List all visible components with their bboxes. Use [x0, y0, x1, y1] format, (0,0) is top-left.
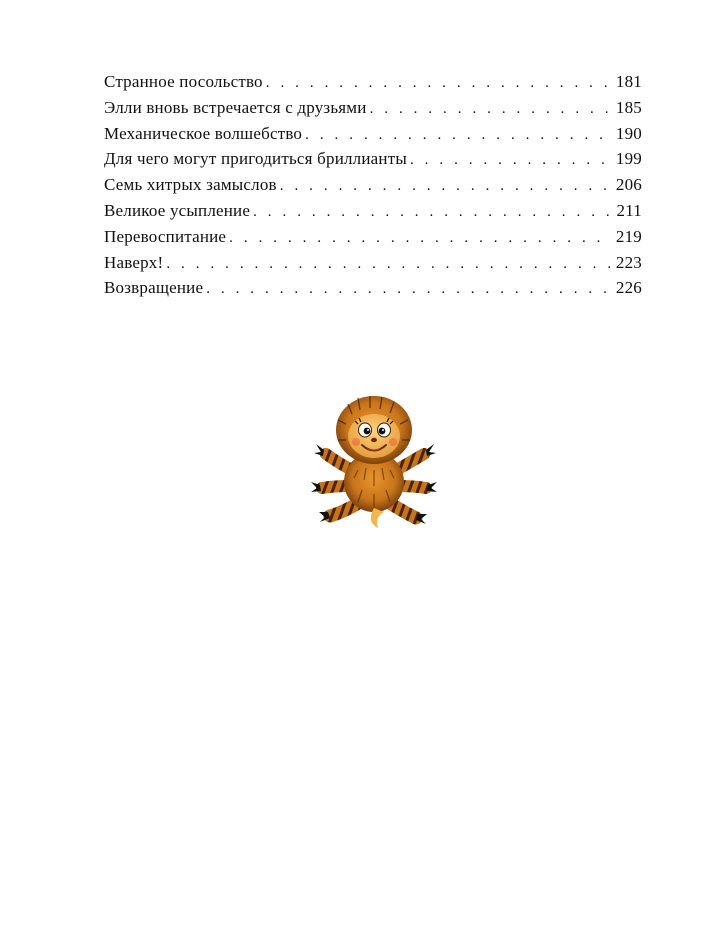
toc-entry[interactable] [104, 149, 642, 175]
toc-leader-dots [410, 152, 610, 169]
toc-leader-dots [266, 75, 610, 92]
toc-entry-page: 181 [615, 72, 642, 91]
toc-entry-title: Элли вновь встречается с друзьями [104, 97, 367, 117]
toc-entry-page: 223 [615, 252, 642, 272]
toc-entry-title: Перевоспитание [104, 226, 227, 246]
toc-entry-title: Для чего могут пригодиться бриллианты [104, 149, 407, 169]
toc-entry-title: Семь хитрых замыслов [104, 175, 277, 195]
table-of-contents [104, 72, 642, 304]
toc-entry-page: 185 [615, 97, 642, 117]
toc-entry-title: Механическое волшебство [104, 123, 303, 143]
toc-entry-page: 226 [615, 278, 642, 298]
toc-entry-title: Великое усыпление [104, 200, 251, 220]
toc-entry-page: 206 [615, 175, 642, 195]
toc-entry[interactable] [104, 278, 642, 304]
toc-entry[interactable] [104, 201, 642, 227]
toc-leader-dots [280, 178, 610, 195]
furry-creature-illustration [308, 390, 440, 535]
toc-entry[interactable] [104, 124, 642, 150]
toc-leader-dots [206, 281, 610, 298]
toc-leader-dots [229, 230, 610, 247]
toc-leader-dots [370, 101, 610, 118]
toc-leader-dots [305, 127, 610, 144]
toc-leader-dots [166, 256, 610, 273]
toc-entry-page: 199 [615, 149, 642, 169]
toc-entry[interactable] [104, 72, 642, 98]
toc-entry[interactable] [104, 175, 642, 201]
toc-entry[interactable] [104, 253, 642, 279]
toc-entry-title: Наверх! [104, 252, 164, 272]
toc-entry-page: 211 [616, 200, 642, 220]
toc-entry-title: Странное посольство [104, 72, 263, 91]
toc-leader-dots [253, 204, 610, 221]
toc-entry[interactable] [104, 227, 642, 253]
toc-entry-title: Возвращение [104, 278, 204, 298]
toc-entry-page: 190 [615, 123, 642, 143]
toc-entry-page: 219 [615, 226, 642, 246]
toc-entry[interactable] [104, 98, 642, 124]
